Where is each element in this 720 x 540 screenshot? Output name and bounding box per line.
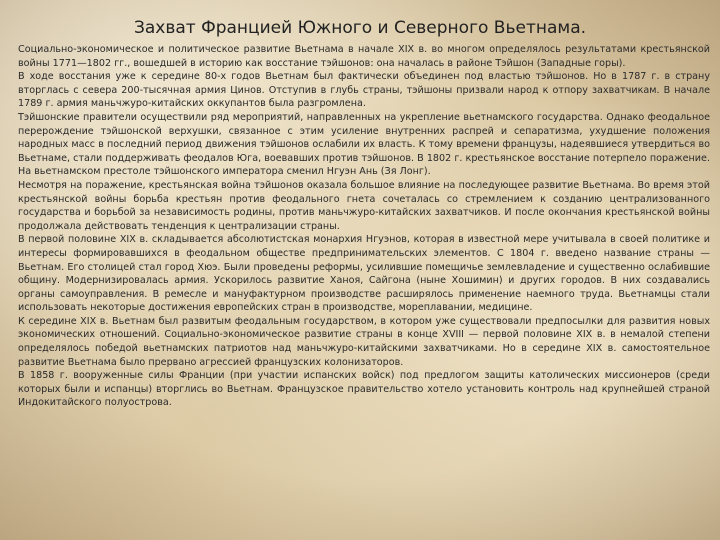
paragraph: В ходе восстания уже к середине 80-х годов Вьетнам был фактически объединен под властью тэйшонов. Но в 1787 г. в страну вторглась с севера 200-тысячная армия Цинов. Отступив в глубь страны, тэйшоны призвали народ к отпору захватчикам. В начале 1789 г. армия маньчжуро-китайских оккупантов была разгромлена.	[18, 71, 710, 110]
paragraph: К середине XIX в. Вьетнам был развитым феодальным государством, в котором уже существовали предпосылки для развития новых экономических отношений. Социально-экономическое развитие страны в конце XVIII — первой половине XIX в. в немалой степени определялось победой вьетнамских патриотов над маньчжуро-китайскими захватчиками. Но в середине XIX в. самостоятельное развитие Вьетнама было прервано агрессией французских колонизаторов.	[18, 315, 710, 368]
paragraph: В 1858 г. вооруженные силы Франции (при участии испанских войск) под предлогом защиты католических миссионеров (среди которых были и испанцы) вторглись во Вьетнам. Французское правительство хотело установить контроль над крупнейшей страной Индокитайского полуострова.	[18, 370, 710, 409]
slide-title: Захват Францией Южного и Северного Вьетнама.	[133, 18, 587, 38]
slide-body	[18, 43, 710, 410]
paragraph: В первой половине XIX в. складывается абсолютистская монархия Нгуэнов, которая в известной мере учитывала в своей политике и интересы формировавшихся в феодальном обществе предпринимательских элементов. С 1804 г. введено название страны — Вьетнам. Его столицей стал город Хюэ. Были проведены реформы, усилившие помещичье землевладение и существенно ослабившие общину. Модернизировалась армия. Ускорилось развитие Ханоя, Сайгона (ныне Хошимин) и других городов. В них создавались органы самоуправления. В ремесле и мануфактурном производстве расширялось применение наемного труда. Вьетнамцы стали использовать некоторые достижения европейских стран в производстве, мореплавании, медицине.	[18, 234, 710, 314]
paragraph: Социально-экономическое и политическое развитие Вьетнама в начале XIX в. во многом определялось результатами крестьянской войны 1771—1802 гг., вошедшей в историю как восстание тэйшонов: она началась в районе Тэйшон (Западные горы).	[18, 44, 710, 69]
paragraph: Тэйшонские правители осуществили ряд мероприятий, направленных на укрепление вьетнамского государства. Однако феодальное перерождение тэйшонской верхушки, связанное с этим усиление внутренних распрей и сепаратизма, ухудшение положения народных масс в последний период движения тэйшонов ослабили их власть. К тому времени французы, надеявшиеся утвердиться во Вьетнаме, стали поддерживать феодалов Юга, воевавших против тэйшонов. В 1802 г. крестьянское восстание потерпело поражение. На вьетнамском престоле тэйшонского императора сменил Нгуэн Ань (Зя Лонг).	[18, 111, 710, 178]
paragraph: Несмотря на поражение, крестьянская война тэйшонов оказала большое влияние на последующее развитие Вьетнама. Во время этой крестьянской войны борьба крестьян против феодального гнета сочеталась со стремлением к созданию централизованного государства и борьбой за независимость родины, против маньчжуро-китайских захватчиков. И после окончания крестьянской войны продолжала действовать тенденция к централизации страны.	[18, 179, 710, 232]
